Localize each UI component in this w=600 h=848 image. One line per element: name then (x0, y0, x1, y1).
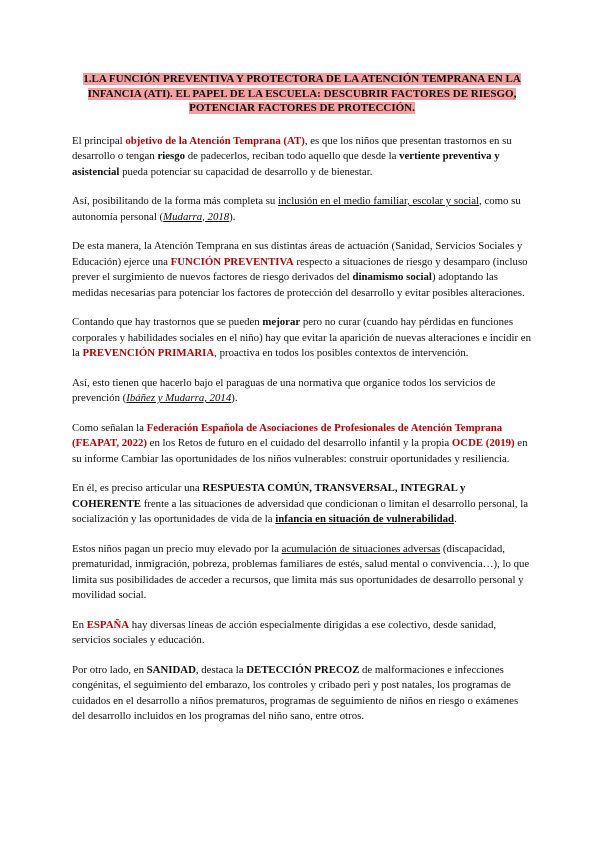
section-title (72, 72, 532, 116)
bold-text: vertiente preventiva y asistencial (72, 150, 500, 178)
text: (discapacidad, prematuridad, inmigración, pobreza, problemas familiares de estés, salud mental o convivencia…), lo que limita sus posibilidades de acceder a recursos, que limita más sus oportunidades de desarrollo personal y movilidad social. (72, 542, 530, 601)
text: Contando que hay trastornos que se pueden (72, 316, 263, 328)
text: respecto a situaciones de riesgo y desamparo (incluso prever el surgimiento de nuevos factores de riesgo derivados del (72, 255, 528, 283)
underlined-text: acumulación de situaciones adversas (281, 542, 441, 555)
paragraph-normative (72, 376, 532, 407)
paragraph-adverse-situations (72, 542, 532, 604)
paragraph-response (72, 481, 532, 528)
text: de malformaciones e infecciones congénitas, el seguimiento del embarazo, los controles y cribado peri y post natales, los programas de cuidados en el desarrollo a niños prematuros, programas de seguimiento de niños en riesgo o exámenes del desarrollo incluidos en los programas del niño sano, entre otros. (72, 663, 519, 722)
text: Por otro lado, en (72, 663, 147, 676)
document-page (72, 72, 532, 739)
highlight-text: Federación Española de Asociaciones de Profesionales de Atención Temprana (FEAPAT, 2022) (72, 421, 503, 449)
text: pero no curar (cuando hay pérdidas en funciones corporales y habilidades sociales en el niño) hay que evitar la aparición de nuevas alteraciones e incidir en la (72, 316, 531, 359)
text: Así, posibilitando de la forma más completa su (72, 195, 279, 207)
text: En (72, 618, 87, 631)
text: Así, esto tienen que hacerlo bajo el paraguas de una normativa que organice todos los servicios de prevención ( (72, 376, 496, 404)
text: Como señalan la (72, 421, 147, 434)
paragraph-inclusion (72, 194, 532, 225)
text: , destaca la (195, 663, 247, 676)
text: , como su autonomía personal ( (72, 195, 521, 223)
bold-text: riesgo (157, 150, 186, 162)
bold-text: RESPUESTA COMÚN, TRANSVERSAL, INTEGRAL y COHERENTE (72, 482, 466, 510)
text: en los Retos de futuro en el cuidado del desarrollo infantil y la propia (146, 437, 452, 449)
text: En él, es preciso articular una (72, 482, 203, 494)
text: pueda potenciar su capacidad de desarrollo y de bienestar. (119, 165, 373, 178)
paragraph-health (72, 663, 532, 725)
text: hay diversas líneas de acción especialmente dirigidas a ese colectivo, desde sanidad, servicios sociales y educación. (72, 618, 497, 646)
text: Estos niños pagan un precio muy elevado por la (72, 542, 282, 555)
text: El principal (72, 134, 126, 147)
section-title-text: 1.LA FUNCIÓN PREVENTIVA Y PROTECTORA DE LA ATENCIÓN TEMPRANA EN LA INFANCIA (ATI). EL PAPEL DE LA ESCUELA: DESCUBRIR FACTORES DE RIESGO, POTENCIAR FACTORES DE PROTECCIÓN. (83, 73, 521, 114)
paragraph-spain (72, 618, 532, 649)
highlight-text: OCDE (2019) (451, 437, 515, 449)
highlight-text: FUNCIÓN PREVENTIVA (170, 255, 294, 268)
text: en su informe Cambiar las oportunidades de los niños vulnerables: construir oportunidades y resiliencia. (72, 437, 528, 465)
bold-text: SANIDAD (146, 663, 196, 676)
paragraph-primary-prevention (72, 315, 532, 362)
bold-underlined-text: infancia en situación de vulnerabilidad (275, 513, 455, 525)
paragraph-preventive-function (72, 239, 532, 301)
text: ). (231, 392, 238, 404)
underlined-text: inclusión en el medio familiar, escolar y social (278, 195, 480, 207)
text: De esta manera, la Atención Temprana en sus distintas áreas de actuación (Sanidad, Servicios Sociales y Educación) ejerce una (72, 240, 523, 268)
highlight-text: ESPAÑA (86, 618, 130, 631)
highlight-text: objetivo de la Atención Temprana (AT) (125, 134, 305, 147)
citation: Ibáñez y Mudarra, 2014 (126, 392, 232, 404)
paragraph-feapat (72, 421, 532, 468)
text: frente a las situaciones de adversidad que condicionan o limitan el desarrollo personal, la socialización y las oportunidades de vida de la (72, 497, 529, 525)
bold-text: mejorar (262, 316, 301, 328)
text: ) adoptando las medidas necesarias para potenciar los factores de protección del desarrollo y evitar posibles alteraciones. (72, 271, 525, 299)
text: de padecerlos, reciban todo aquello que desde la (185, 150, 400, 162)
bold-text: dinamismo social (352, 271, 432, 283)
text: . (454, 513, 457, 525)
text: ). (229, 210, 236, 223)
bold-text: DETECCIÓN PRECOZ (246, 663, 360, 676)
citation: Mudarra, 2018 (163, 210, 230, 223)
text: , es que los niños que presentan trastornos en su desarrollo o tengan (72, 134, 512, 162)
highlight-text: PREVENCIÓN PRIMARIA (82, 347, 215, 359)
text: , proactiva en todos los posibles contextos de intervención. (214, 347, 469, 359)
paragraph-objective (72, 134, 532, 181)
